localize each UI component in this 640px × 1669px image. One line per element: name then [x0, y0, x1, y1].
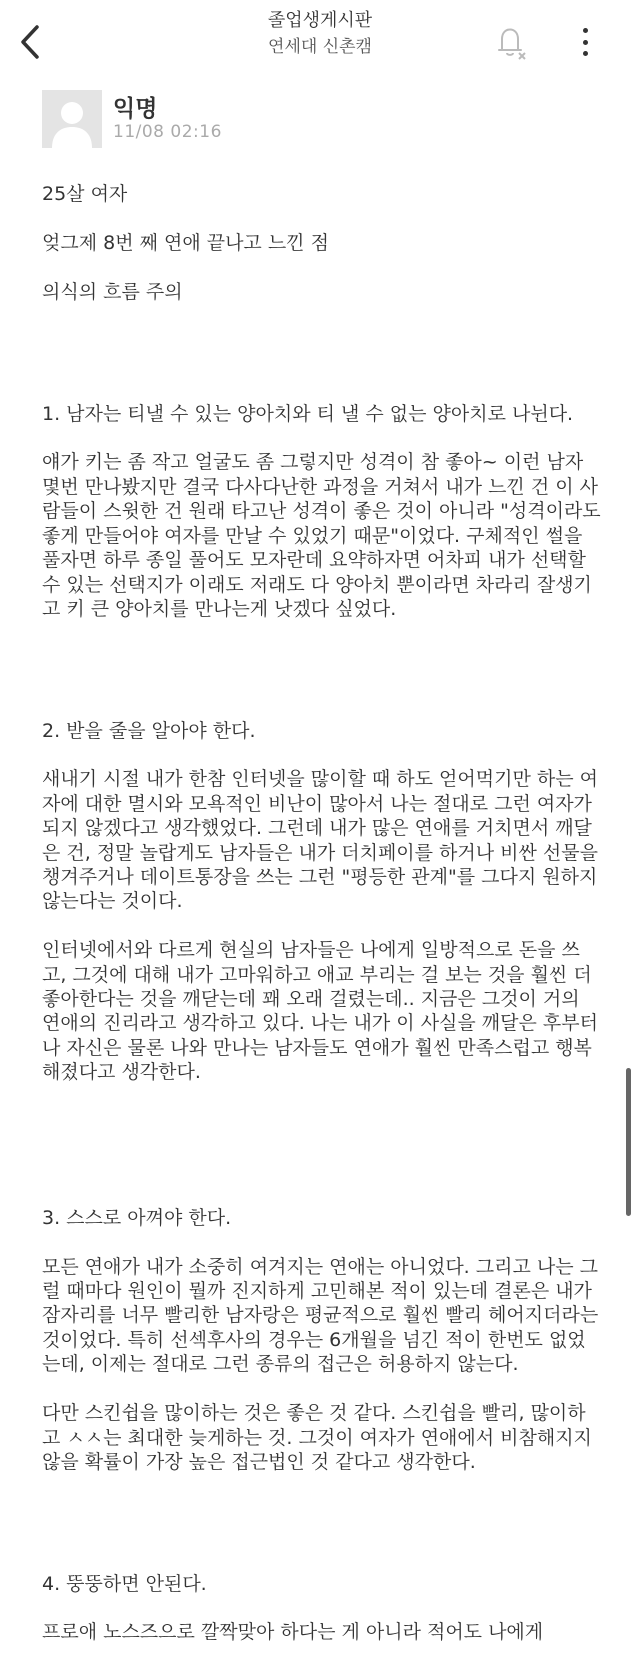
section-heading: 3. 스스로 아껴야 한다. [42, 1206, 232, 1229]
section-paragraph: 프로애 노스즈으로 깔짝맞아 하다는 게 아니라 적어도 나에게 [42, 1621, 544, 1644]
section-heading: 4. 뚱뚱하면 안된다. [42, 1572, 207, 1595]
intro-line: 엊그제 8번 째 연애 끝나고 느낀 점 [42, 232, 329, 255]
board-title: 졸업생게시판 [267, 10, 373, 31]
post-author: 익명 [113, 96, 158, 122]
section-heading: 1. 남자는 티낼 수 있는 양아치와 티 낼 수 없는 양아치로 나뉜다. [42, 402, 574, 425]
notification-toggle-button[interactable] [490, 22, 530, 62]
default-user-icon [42, 90, 102, 148]
section-paragraph: 새내기 시절 내가 한참 인터넷을 많이할 때 하도 얻어먹기만 하는 여자에 대한 멸시와 모욕적인 비난이 많아서 나는 절대로 그런 여자가 되지 않겠다고 생각했었다. 그런데 내가 많은 연애를 거치면서 깨달은 건, 정말 놀랍게도 남자들은 내가 더치페이를 하거나 비싼 선물을 챙겨주거나 데이트통장을 쓰는 그런 "평등한 관계"를 그다지 원하지 않는다는 것이다. [42, 768, 598, 913]
post-content [42, 158, 602, 1669]
intro-line: 의식의 흐름 주의 [42, 281, 183, 304]
scroll-indicator[interactable] [626, 1068, 631, 1216]
more-dot [583, 28, 588, 33]
more-dot [583, 40, 588, 45]
app-header [0, 0, 640, 78]
more-dot [583, 51, 588, 56]
more-options-button[interactable] [570, 24, 600, 60]
section-paragraph: 다만 스킨쉽을 많이하는 것은 좋은 것 같다. 스킨쉽을 빨리, 많이하고 ㅅㅅ는 최대한 늦게하는 것. 그것이 여자가 연애에서 비참해지지 않을 확률이 가장 높은 접근법인 것 같다고 생각한다. [42, 1402, 592, 1473]
section-paragraph: 모든 연애가 내가 소중히 여겨지는 연애는 아니었다. 그리고 나는 그럴 때마다 원인이 뭘까 진지하게 고민해본 적이 있는데 결론은 내가 잠자리를 너무 빨리한 남자랑은 평균적으로 훨씬 빨리 헤어지더라는 것이었다. 특히 선섹후사의 경우는 6개월을 넘긴 적이 한번도 없었는데, 이제는 절대로 그런 종류의 접근은 허용하지 않는다. [42, 1255, 599, 1376]
post-timestamp: 11/08 02:16 [113, 122, 222, 142]
section-paragraph: 인터넷에서와 다르게 현실의 남자들은 나에게 일방적으로 돈을 쓰고, 그것에 대해 내가 고마워하고 애교 부리는 걸 보는 것을 훨씬 더 좋아한다는 것을 깨닫는데 꽤 오래 걸렸는데.. 지금은 그것이 거의 연애의 진리라고 생각하고 있다. 나는 내가 이 사실을 깨달은 후부터 나 자신은 물론 나와 만나는 남자들도 연애가 훨씬 만족스럽고 행복해졌다고 생각한다. [42, 939, 598, 1084]
board-subtitle: 연세대 신촌캠 [268, 37, 372, 57]
section-heading: 2. 받을 줄을 알아야 한다. [42, 719, 256, 742]
intro-line: 25살 여자 [42, 183, 128, 206]
section-paragraph: 얘가 키는 좀 작고 얼굴도 좀 그렇지만 성격이 참 좋아~ 이런 남자 몇번 만나봤지만 결국 다사다난한 과정을 거쳐서 내가 느낀 건 이 사람들이 스윗한 건 원래 타고난 성격이 좋은 것이 아니라 "성격이라도 좋게 만들어야 여자를 만날 수 있었기 때문"이었다. 구체적인 썰을 풀자면 하루 종일 풀어도 모자란데 요약하자면 어차피 내가 선택할 수 있는 선택지가 이래도 저래도 다 양아치 뿐이라면 차라리 잘생기고 키 큰 양아치를 만나는게 낫겠다 싶었다. [42, 451, 601, 620]
avatar [42, 90, 102, 148]
bell-off-icon [490, 22, 530, 62]
